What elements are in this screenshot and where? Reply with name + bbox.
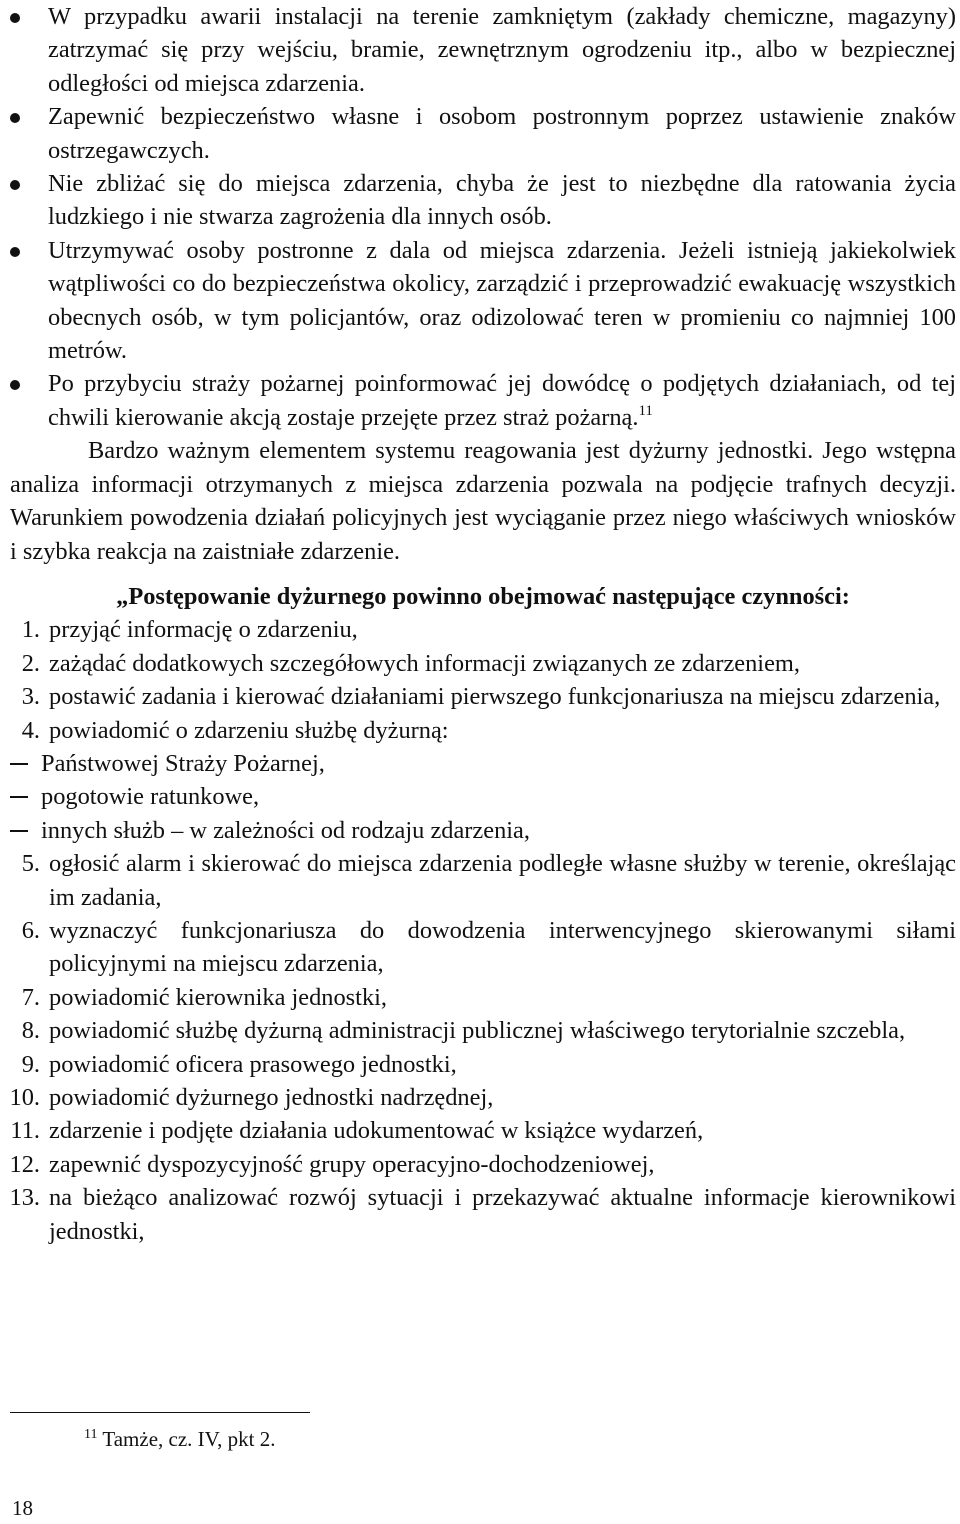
footnote-number: 11 [84, 1427, 98, 1442]
bullet-list [10, 0, 956, 434]
list-number: 12. [9, 1150, 40, 1178]
dash-icon [10, 796, 28, 798]
list-item: 3. postawić zadania i kierować działaniami pierwszego funkcjonariusza na miejscu zdarzenia, [10, 680, 956, 713]
bullet-item: Utrzymywać osoby postronne z dala od miejsca zdarzenia. Jeżeli istnieją jakiekolwiek wątpliwości co do bezpieczeństwa okolicy, zarządzić i przeprowadzić ewakuację wszystkich obecnych osób, w tym policjantów, oraz odizolować teren w promieniu co najmniej 100 metrów. [10, 234, 956, 368]
main-text [10, 0, 956, 1248]
list-item: 13. na bieżąco analizować rozwój sytuacji i przekazywać aktualne informacje kierownikowi jednostki, [10, 1181, 956, 1248]
list-number: 5. [21, 850, 40, 878]
bullet-icon [10, 113, 20, 123]
bullet-icon [10, 380, 20, 390]
list-number: 2. [21, 649, 40, 677]
list-number: 8. [21, 1017, 40, 1045]
bullet-item: Nie zbliżać się do miejsca zdarzenia, chyba że jest to niezbędne dla ratowania życia ludzkiego i nie stwarza zagrożenia dla innych osób. [10, 167, 956, 234]
bullet-item: Zapewnić bezpieczeństwo własne i osobom postronnym poprzez ustawienie znaków ostrzegawczych. [10, 100, 956, 167]
list-item: 10. powiadomić dyżurnego jednostki nadrzędnej, [10, 1081, 956, 1114]
list-number: 7. [21, 983, 40, 1011]
steps-list [10, 613, 956, 747]
list-number: 11. [10, 1117, 40, 1145]
footnote-reference[interactable]: 11 [638, 402, 653, 419]
dash-icon [10, 830, 28, 832]
list-item: 11. zdarzenie i podjęte działania udokumentować w książce wydarzeń, [10, 1114, 956, 1147]
list-item: 1. przyjąć informację o zdarzeniu, [10, 613, 956, 646]
steps-list-continued [10, 847, 956, 1248]
list-item: 7. powiadomić kierownika jednostki, [10, 981, 956, 1014]
section-heading: „Postępowanie dyżurnego powinno obejmować następujące czynności: [116, 582, 850, 610]
page-number: 18 [12, 1496, 33, 1520]
bullet-icon [10, 13, 20, 23]
footnote-divider [10, 1412, 310, 1413]
list-number: 1. [21, 616, 40, 644]
list-number: 10. [9, 1084, 40, 1111]
list-item: 6. wyznaczyć funkcjonariusza do dowodzenia interwencyjnego skierowanymi siłami policyjnymi na miejscu zdarzenia, [10, 914, 956, 981]
bullet-item: Po przybyciu straży pożarnej poinformować jej dowódcę o podjętych działaniach, od tej chwili kierowanie akcją zostaje przejęte przez straż pożarną.$^{11}$ [10, 367, 956, 434]
sub-list-item: Państwowej Straży Pożarnej, [10, 747, 956, 780]
sub-list-item: innych służb – w zależności od rodzaju zdarzenia, [10, 814, 956, 847]
list-item: 4. powiadomić o zdarzeniu służbę dyżurną: [10, 714, 956, 747]
bullet-icon [10, 180, 20, 190]
list-item: 12. zapewnić dyspozycyjność grupy operacyjno-dochodzeniowej, [10, 1148, 956, 1181]
bullet-icon [10, 247, 20, 257]
sub-list [10, 747, 956, 847]
list-number: 13. [9, 1184, 40, 1212]
body-paragraph: Bardzo ważnym elementem systemu reagowania jest dyżurny jednostki. Jego wstępna analiza informacji otrzymanych z miejsca zdarzenia pozwala na podjęcie trafnych decyzji. Warunkiem powodzenia działań policyjnych jest wyciąganie przez niego właściwych wniosków i szybka reakcja na zaistniałe zdarzenie. [10, 437, 956, 565]
list-number: 3. [21, 683, 40, 711]
list-item: 9. powiadomić oficera prasowego jednostki, [10, 1048, 956, 1081]
footnote [84, 1425, 275, 1453]
list-item: 8. powiadomić służbę dyżurną administracji publicznej właściwego terytorialnie szczebla, [10, 1014, 956, 1047]
list-item: 2. zażądać dodatkowych szczegółowych informacji związanych ze zdarzeniem, [10, 647, 956, 680]
sub-list-item: pogotowie ratunkowe, [10, 780, 956, 813]
bullet-item: W przypadku awarii instalacji na terenie zamkniętym (zakłady chemiczne, magazyny) zatrzymać się przy wejściu, bramie, zewnętrznym ogrodzeniu itp., albo w bezpiecznej odległości od miejsca zdarzenia. [10, 0, 956, 100]
list-item: 5. ogłosić alarm i skierować do miejsca zdarzenia podległe własne służby w terenie, określając im zadania, [10, 847, 956, 914]
list-number: 4. [21, 716, 40, 744]
footnote-text: Tamże, cz. IV, pkt 2. [102, 1427, 276, 1451]
dash-icon [10, 763, 28, 765]
list-number: 6. [21, 916, 40, 944]
list-number: 9. [21, 1050, 40, 1078]
